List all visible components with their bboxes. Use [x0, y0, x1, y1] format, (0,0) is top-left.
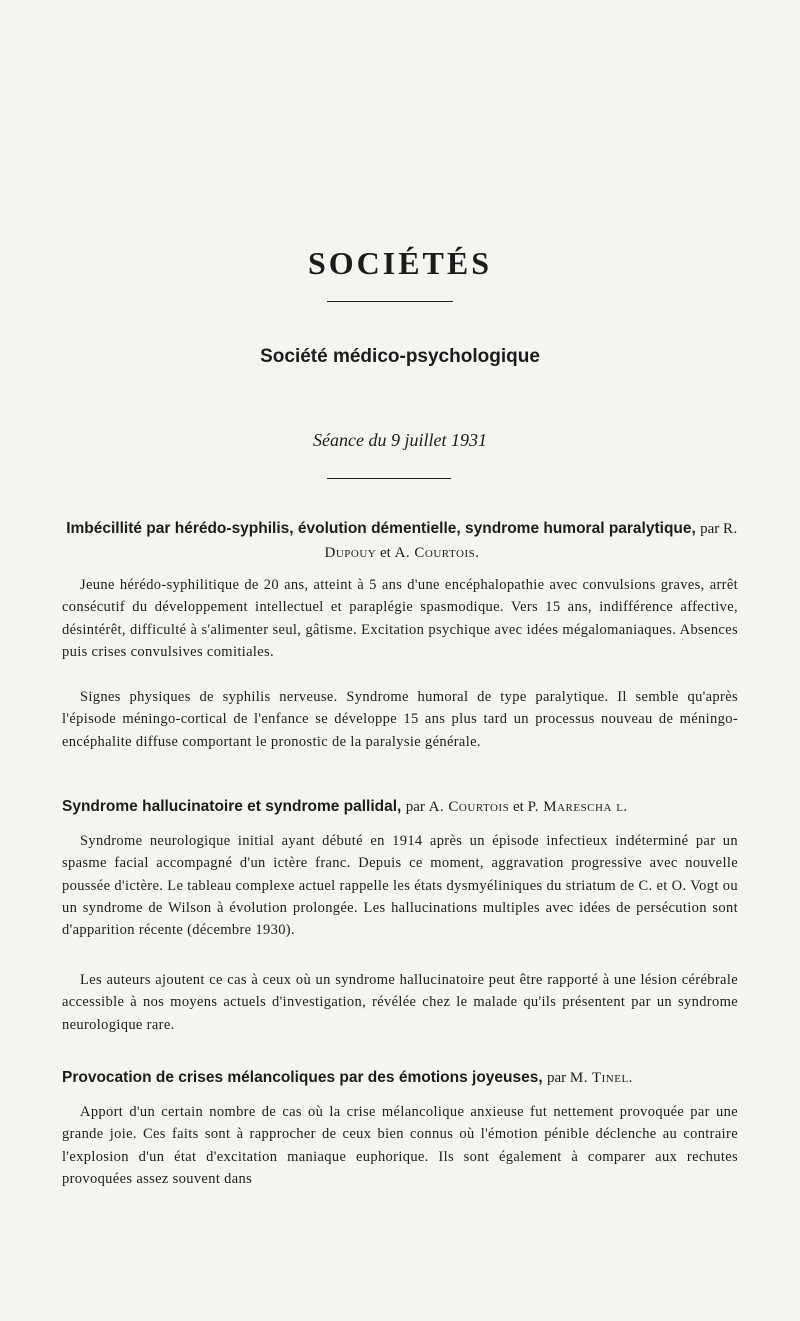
article-1-paragraph-1: Jeune hérédo-syphilitique de 20 ans, atteint à 5 ans d'une encéphalopathie avec convulsions graves, arrêt consécutif du développement intellectuel et paraplégie spasmodique. Vers 15 ans, indifférence affective, désintérêt, difficulté à s'alimenter seul, gâtisme. Excitation psychique avec idées mégalomaniaques. Absences puis crises convulsives comitiales. [62, 577, 738, 660]
article-2-byline: par A. Courtois et P. Marescha l. [405, 799, 628, 815]
article-1-byline: par R. Dupouy et A. Courtois. [324, 521, 738, 561]
article-1-title [62, 517, 742, 565]
article-2-author-2: P. Marescha l. [527, 799, 628, 815]
article-1-heading: Imbécillité par hérédo-syphilis, évolution démentielle, syndrome humoral paralytique, [66, 520, 696, 537]
society-heading: Société médico-psychologique [260, 346, 540, 367]
article-3-paragraph-1: Apport d'un certain nombre de cas où la crise mélancolique anxieuse fut nettement provoquée par une grande joie. Ces faits sont à rapprocher de ceux bien connus où l'émotion pénible déclenche au contraire l'explosion d'un état d'excitation maniaque euphorique. Ils sont également à comparer aux rechutes provoquées assez souvent dans [62, 1104, 738, 1187]
article-2-heading: Syndrome hallucinatoire et syndrome pallidal, [62, 798, 402, 815]
session-divider [327, 478, 451, 479]
article-3-byline: par M. Tinel. [547, 1070, 633, 1086]
article-3-author-1: M. Tinel. [569, 1070, 633, 1086]
session-date: Séance du 9 juillet 1931 [313, 430, 487, 450]
article-1-author-1: R. Dupouy [324, 521, 738, 561]
article-2-title [62, 795, 752, 819]
article-2-paragraph-1: Syndrome neurologique initial ayant débuté en 1914 après un épisode infectieux indéterminé par un spasme facial accompagné d'un ictère franc. Depuis ce moment, aggravation progressive avec nouvelle poussée d'ictère. Le tableau complexe actuel rappelle les états dysmyéliniques du striatum de C. et O. Vogt ou un syndrome de Wilson à évolution prolongée. Les hallucinations multiples avec idées de persécution sont d'apparition récente (décembre 1930). [62, 833, 738, 939]
article-2-author-1: A. Courtois [428, 799, 510, 815]
article-1-paragraph-2: Signes physiques de syphilis nerveuse. Syndrome humoral de type paralytique. Il semble qu'après l'épisode méningo-cortical de l'enfance se développe 15 ans plus tard un processus nouveau de méningo-encéphalite diffuse comportant le pronostic de la paralysie générale. [62, 689, 738, 750]
section-title: SOCIÉTÉS [307, 245, 493, 281]
title-divider [327, 301, 453, 302]
article-1-author-2: A. Courtois. [394, 545, 480, 561]
article-2-paragraph-2: Les auteurs ajoutent ce cas à ceux où un syndrome hallucinatoire peut être rapporté à une lésion cérébrale accessible à nos moyens actuels d'investigation, révélée chez le malade qu'ils présentent par un syndrome neurologique rare. [62, 972, 738, 1033]
article-3-title [62, 1066, 742, 1090]
article-3-heading: Provocation de crises mélancoliques par des émotions joyeuses, [62, 1069, 543, 1086]
